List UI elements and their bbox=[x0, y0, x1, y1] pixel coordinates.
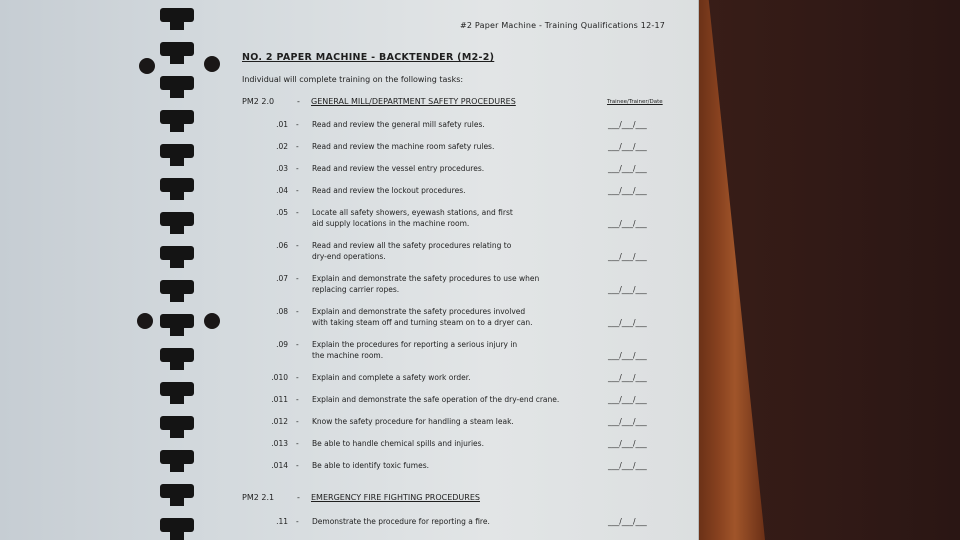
signoff-blank: ___/___/___ bbox=[608, 318, 647, 327]
task-description: Read and review the lockout procedures. bbox=[312, 186, 466, 195]
task-description: Demonstrate the procedure for reporting a fire. bbox=[312, 517, 490, 526]
section-code: PM2 2.1 bbox=[242, 493, 275, 502]
task-dash: - bbox=[296, 439, 299, 448]
task-description: Explain and demonstrate the safety procedures to use when replacing carrier ropes. bbox=[312, 274, 540, 294]
task-dash: - bbox=[296, 373, 299, 382]
signoff-blank: ___/___/___ bbox=[608, 417, 647, 426]
signoff-blank: ___/___/___ bbox=[608, 373, 647, 382]
task-dash: - bbox=[296, 142, 299, 151]
task-number: .05 bbox=[276, 208, 288, 217]
task-number: .04 bbox=[276, 186, 288, 195]
task-number: .013 bbox=[271, 439, 288, 448]
task-description: Read and review the machine room safety rules. bbox=[312, 142, 495, 151]
task-number: .01 bbox=[276, 120, 288, 129]
signoff-blank: ___/___/___ bbox=[608, 120, 647, 129]
task-dash: - bbox=[296, 241, 299, 250]
task-dash: - bbox=[296, 274, 299, 283]
section-code: PM2 2.0 bbox=[242, 97, 275, 106]
task-number: .012 bbox=[271, 417, 288, 426]
task-description: Know the safety procedure for handling a steam leak. bbox=[312, 417, 514, 426]
task-number: .011 bbox=[271, 395, 288, 404]
task-dash: - bbox=[296, 186, 299, 195]
task-number: .09 bbox=[276, 340, 288, 349]
section-title: EMERGENCY FIRE FIGHTING PROCEDURES bbox=[311, 493, 480, 502]
signoff-blank: ___/___/___ bbox=[608, 439, 647, 448]
signoff-blank: ___/___/___ bbox=[608, 285, 647, 294]
signoff-column-header: Trainee/Trainer/Date bbox=[607, 99, 663, 105]
intro-text: Individual will complete training on the following tasks: bbox=[242, 75, 464, 84]
task-description: Read and review the vessel entry procedures. bbox=[312, 164, 485, 173]
task-number: .010 bbox=[271, 373, 288, 382]
page-title: NO. 2 PAPER MACHINE - BACKTENDER (M2-2) bbox=[242, 52, 495, 63]
task-number: .11 bbox=[276, 517, 288, 526]
signoff-blank: ___/___/___ bbox=[608, 142, 647, 151]
signoff-blank: ___/___/___ bbox=[608, 186, 647, 195]
task-dash: - bbox=[296, 417, 299, 426]
task-description: Explain the procedures for reporting a serious injury in the machine room. bbox=[312, 340, 518, 360]
signoff-blank: ___/___/___ bbox=[608, 252, 647, 261]
task-description: Be able to identify toxic fumes. bbox=[312, 461, 429, 470]
task-description: Explain and demonstrate the safe operation of the dry-end crane. bbox=[312, 395, 560, 404]
task-number: .02 bbox=[276, 142, 288, 151]
task-number: .07 bbox=[276, 274, 288, 283]
signoff-blank: ___/___/___ bbox=[608, 395, 647, 404]
task-dash: - bbox=[296, 307, 299, 316]
task-number: .03 bbox=[276, 164, 288, 173]
task-dash: - bbox=[296, 164, 299, 173]
task-description: Locate all safety showers, eyewash stations, and first aid supply locations in the machine room. bbox=[312, 208, 513, 228]
task-dash: - bbox=[296, 461, 299, 470]
task-dash: - bbox=[296, 517, 299, 526]
task-dash: - bbox=[296, 120, 299, 129]
task-description: Explain and complete a safety work order. bbox=[312, 373, 471, 382]
task-number: .08 bbox=[276, 307, 288, 316]
signoff-blank: ___/___/___ bbox=[608, 517, 647, 526]
task-number: .06 bbox=[276, 241, 288, 250]
task-description: Explain and demonstrate the safety procedures involved with taking steam off and turning steam on to a dryer can. bbox=[312, 307, 533, 327]
task-description: Be able to handle chemical spills and injuries. bbox=[312, 439, 484, 448]
section-dash: - bbox=[297, 493, 300, 502]
section-heading bbox=[242, 493, 682, 505]
section-heading bbox=[242, 97, 682, 109]
task-dash: - bbox=[296, 395, 299, 404]
section-dash: - bbox=[297, 97, 300, 106]
running-head: #2 Paper Machine - Training Qualifications 12-17 bbox=[460, 21, 666, 30]
signoff-blank: ___/___/___ bbox=[608, 461, 647, 470]
signoff-blank: ___/___/___ bbox=[608, 164, 647, 173]
task-number: .014 bbox=[271, 461, 288, 470]
section-title: GENERAL MILL/DEPARTMENT SAFETY PROCEDURES bbox=[311, 97, 516, 106]
task-dash: - bbox=[296, 340, 299, 349]
signoff-blank: ___/___/___ bbox=[608, 351, 647, 360]
signoff-blank: ___/___/___ bbox=[608, 219, 647, 228]
task-dash: - bbox=[296, 208, 299, 217]
task-description: Read and review all the safety procedures relating to dry-end operations. bbox=[312, 241, 512, 261]
task-description: Read and review the general mill safety rules. bbox=[312, 120, 485, 129]
